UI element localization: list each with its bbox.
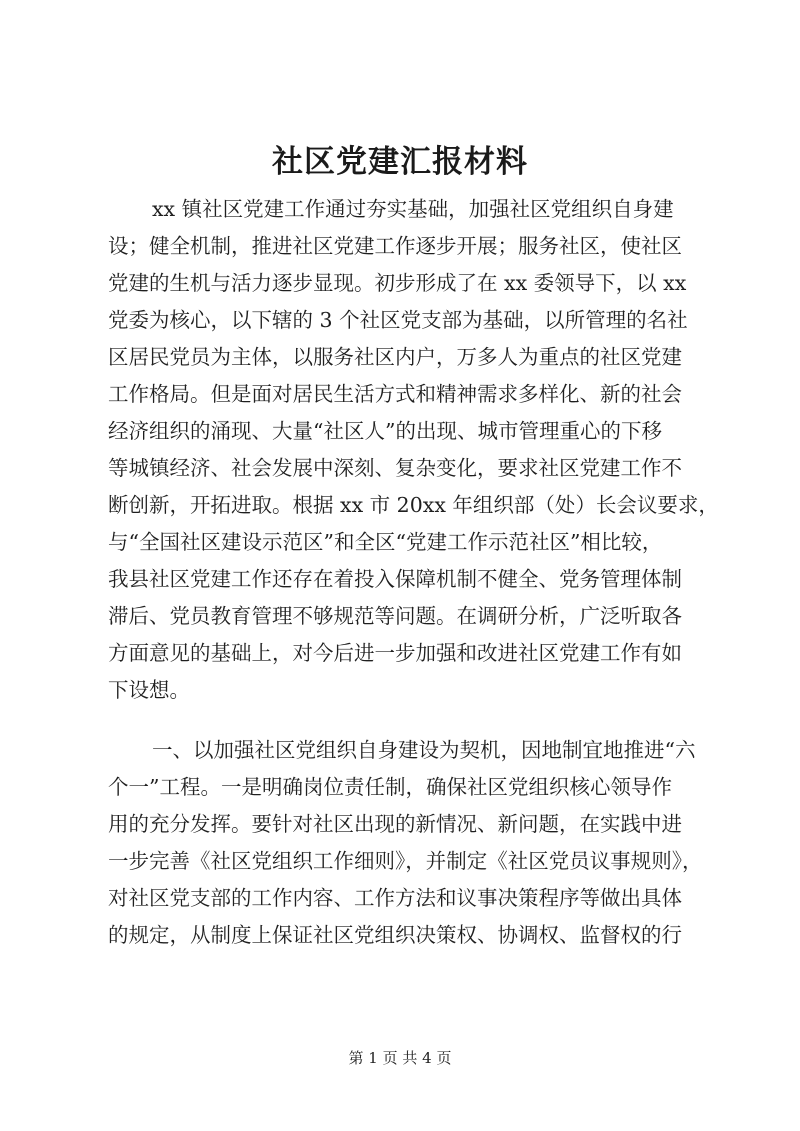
paragraph-line: 一、以加强社区党组织自身建设为契机，因地制宜地推进“六 xyxy=(152,738,696,762)
paragraph-line: 的规定，从制度上保证社区党组织决策权、协调权、监督权的行 xyxy=(108,923,682,947)
paragraph-line: 工作格局。但是面对居民生活方式和精神需求多样化、新的社会 xyxy=(108,382,682,406)
document-title: 社区党建汇报材料 xyxy=(272,144,528,180)
paragraph-line: 方面意见的基础上，对今后进一步加强和改进社区党建工作有如 xyxy=(108,641,682,665)
paragraph-line: 与“全国社区建设示范区”和全区“党建工作示范社区”相比较， xyxy=(108,530,663,554)
paragraph-line: 用的充分发挥。要针对社区出现的新情况、新问题，在实践中进 xyxy=(108,812,682,836)
paragraph-line: 经济组织的涌现、大量“社区人”的出现、城市管理重心的下移 xyxy=(108,419,662,443)
paragraph-line: 一步完善《社区党组织工作细则》，并制定《社区党员议事规则》， xyxy=(108,849,703,873)
paragraph-line: 滞后、党员教育管理不够规范等问题。在调研分析，广泛听取各 xyxy=(108,604,682,628)
page-footer: 第 1 页 共 4 页 xyxy=(348,1049,452,1067)
paragraph-line: 等城镇经济、社会发展中深刻、复杂变化，要求社区党建工作不 xyxy=(108,456,682,480)
paragraph-line: 党委为核心，以下辖的 3 个社区党支部为基础，以所管理的名社 xyxy=(108,308,688,332)
paragraph-line: 我县社区党建工作还存在着投入保障机制不健全、党务管理体制 xyxy=(108,567,682,591)
paragraph-line: 对社区党支部的工作内容、工作方法和议事决策程序等做出具体 xyxy=(108,886,682,910)
paragraph-line: xx 镇社区党建工作通过夯实基础，加强社区党组织自身建 xyxy=(152,197,674,221)
paragraph-line: 党建的生机与活力逐步显现。初步形成了在 xx 委领导下，以 xx xyxy=(108,271,687,295)
paragraph-line: 区居民党员为主体，以服务社区内户，万多人为重点的社区党建 xyxy=(108,345,682,369)
paragraph-line: 断创新，开拓进取。根据 xx 市 20xx 年组织部（处）长会议要求， xyxy=(108,493,719,517)
paragraph-line: 设；健全机制，推进社区党建工作逐步开展；服务社区，使社区 xyxy=(108,234,682,258)
paragraph-line: 下设想。 xyxy=(108,678,190,702)
paragraph-line: 个一”工程。一是明确岗位责任制，确保社区党组织核心领导作 xyxy=(108,775,672,799)
